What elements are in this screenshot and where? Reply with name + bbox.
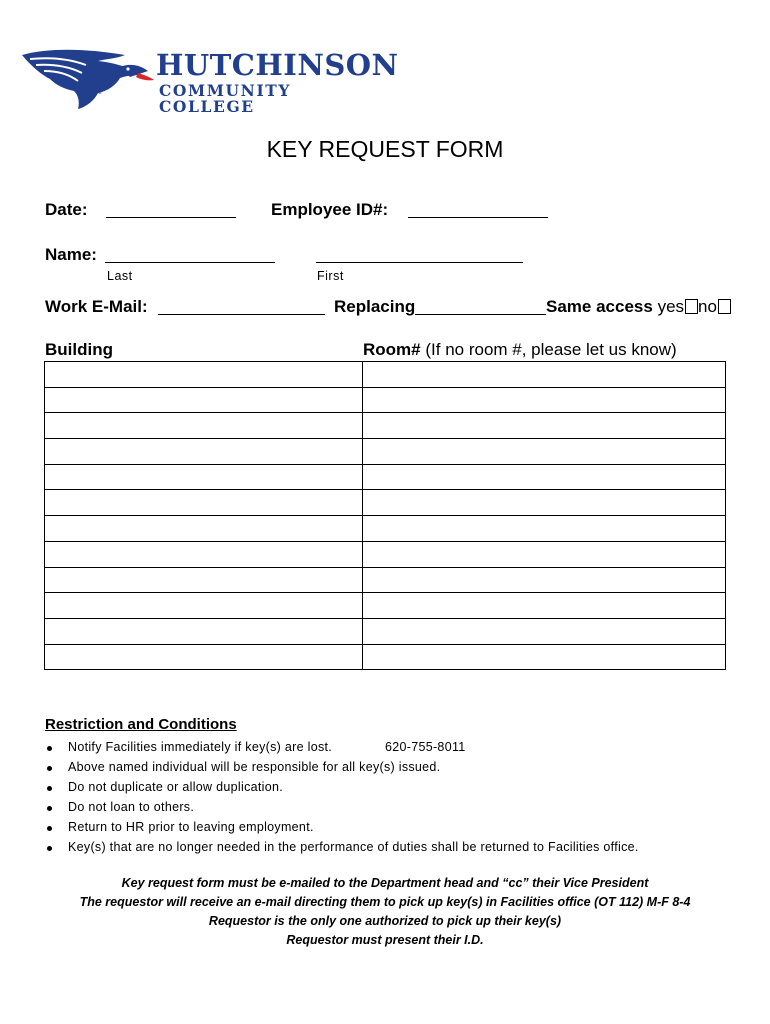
table-row	[45, 439, 726, 465]
last-name-caption: Last	[107, 269, 133, 283]
building-header: Building	[45, 340, 113, 359]
building-cell[interactable]	[45, 567, 363, 593]
conditions-list	[45, 738, 639, 857]
room-cell[interactable]	[363, 362, 726, 388]
replacing-label: Replacing	[334, 297, 416, 316]
room-cell[interactable]	[363, 516, 726, 542]
room-cell[interactable]	[363, 567, 726, 593]
table-row	[45, 413, 726, 439]
room-cell[interactable]	[363, 464, 726, 490]
employee-id-field[interactable]	[408, 217, 548, 218]
dragon-icon	[20, 45, 155, 111]
room-header-group	[363, 340, 677, 360]
building-cell[interactable]	[45, 516, 363, 542]
table-row	[45, 541, 726, 567]
building-cell[interactable]	[45, 644, 363, 670]
table-row	[45, 618, 726, 644]
college-logo	[20, 45, 399, 116]
facilities-phone: 620-755-8011	[385, 740, 466, 754]
table-row	[45, 387, 726, 413]
last-name-field[interactable]	[105, 262, 275, 263]
footer-line: Requestor must present their I.D.	[286, 933, 484, 947]
room-cell[interactable]	[363, 439, 726, 465]
work-email-label: Work E-Mail:	[45, 297, 148, 316]
building-cell[interactable]	[45, 618, 363, 644]
table-row	[45, 644, 726, 670]
table-row	[45, 362, 726, 388]
first-name-caption: First	[317, 269, 344, 283]
room-cell[interactable]	[363, 593, 726, 619]
footer-line: Requestor is the only one authorized to pick up their key(s)	[208, 914, 562, 928]
building-cell[interactable]	[45, 362, 363, 388]
same-access-group	[546, 297, 731, 317]
conditions-title: Restriction and Conditions	[45, 716, 237, 733]
list-item: Do not duplicate or allow duplication.	[45, 778, 639, 798]
footer-instructions	[0, 874, 770, 950]
building-cell[interactable]	[45, 387, 363, 413]
table-row	[45, 567, 726, 593]
footer-line: Key request form must be e-mailed to the Department head and “cc” their Vice President	[121, 876, 649, 890]
condition-text: Notify Facilities immediately if key(s) are lost.	[68, 740, 333, 754]
room-note: (If no room #, please let us know)	[425, 340, 677, 359]
list-item: Return to HR prior to leaving employment.	[45, 818, 639, 838]
building-room-table	[44, 361, 726, 670]
table-row	[45, 464, 726, 490]
room-header: Room#	[363, 340, 421, 359]
list-item	[45, 738, 639, 758]
work-email-field[interactable]	[158, 314, 325, 315]
building-cell[interactable]	[45, 541, 363, 567]
table-row	[45, 490, 726, 516]
logo-name: HUTCHINSON	[156, 48, 399, 82]
logo-subtitle: COMMUNITY COLLEGE	[159, 81, 292, 116]
building-cell[interactable]	[45, 490, 363, 516]
room-cell[interactable]	[363, 644, 726, 670]
room-cell[interactable]	[363, 490, 726, 516]
room-cell[interactable]	[363, 387, 726, 413]
date-field[interactable]	[106, 217, 236, 218]
room-cell[interactable]	[363, 541, 726, 567]
building-cell[interactable]	[45, 439, 363, 465]
table-row	[45, 593, 726, 619]
employee-id-label: Employee ID#:	[271, 200, 389, 219]
room-cell[interactable]	[363, 618, 726, 644]
list-item: Key(s) that are no longer needed in the performance of duties shall be returned to Facilities office.	[45, 838, 639, 858]
yes-checkbox[interactable]	[685, 299, 698, 314]
trademark-mark: TM	[93, 90, 102, 96]
list-item: Above named individual will be responsible for all key(s) issued.	[45, 758, 639, 778]
date-label: Date:	[45, 200, 88, 219]
first-name-field[interactable]	[316, 262, 523, 263]
building-cell[interactable]	[45, 593, 363, 619]
list-item: Do not loan to others.	[45, 798, 639, 818]
replacing-field[interactable]	[415, 314, 546, 315]
name-label: Name:	[45, 245, 97, 264]
building-cell[interactable]	[45, 464, 363, 490]
footer-line: The requestor will receive an e-mail directing them to pick up key(s) in Facilities office (OT 112) M-F 8-4	[79, 895, 691, 909]
yes-label: yes	[657, 297, 685, 316]
no-label: no	[698, 297, 717, 316]
room-cell[interactable]	[363, 413, 726, 439]
building-cell[interactable]	[45, 413, 363, 439]
no-checkbox[interactable]	[718, 299, 731, 314]
form-title: KEY REQUEST FORM	[266, 136, 504, 162]
same-access-label: Same access	[546, 297, 653, 316]
table-row	[45, 516, 726, 542]
